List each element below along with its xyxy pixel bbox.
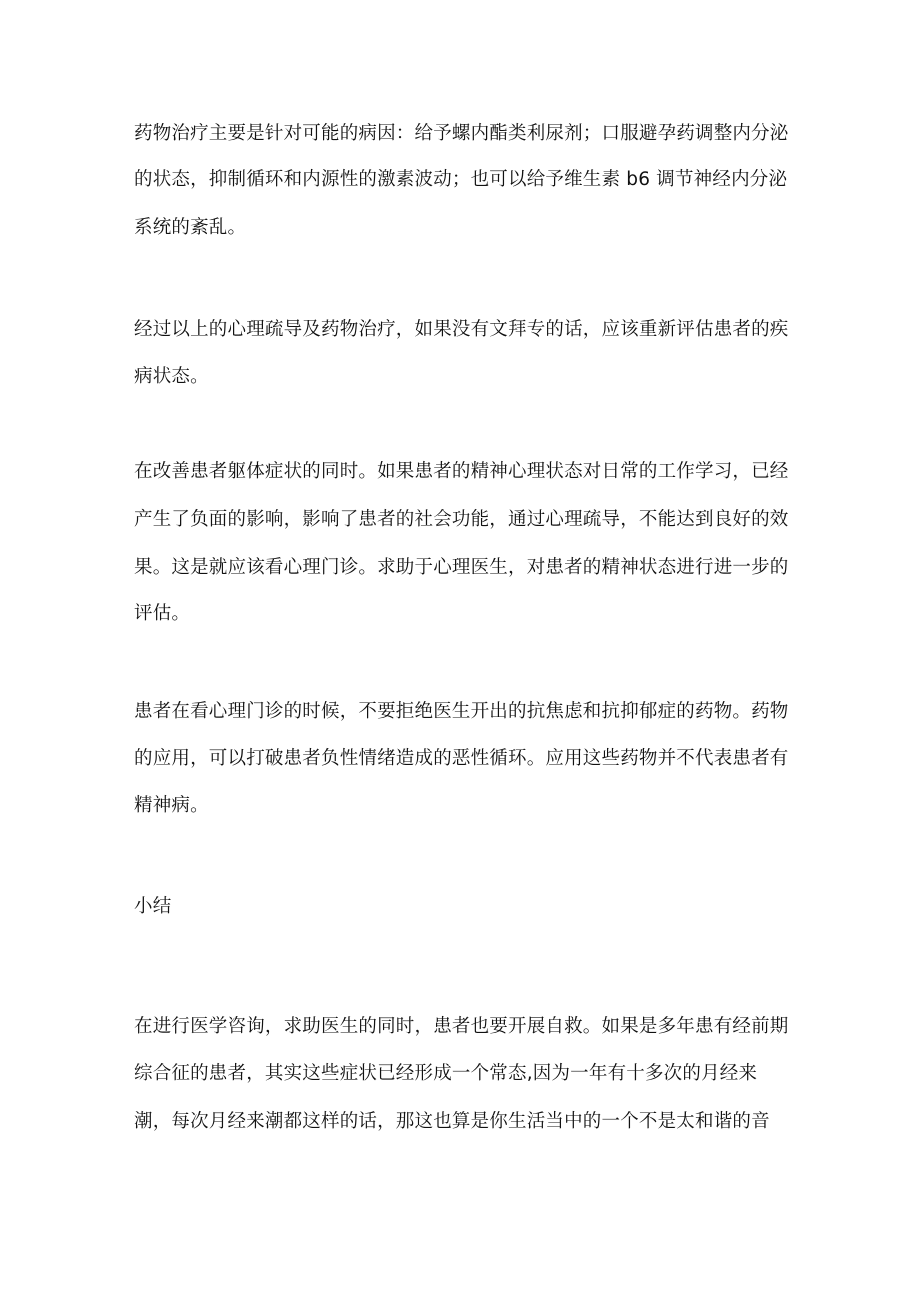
text-line: 综合征的患者，其实这些症状已经形成一个常态,因为一年有十多次的月经来 <box>134 1063 758 1084</box>
text-line: 病状态。 <box>134 366 209 387</box>
text-line: 评估。 <box>134 603 191 624</box>
text-line: 系统的紊乱。 <box>134 217 247 238</box>
text-line: 经过以上的心理疏导及药物治疗，如果没有文拜专的话，应该重新评估患者的疾 <box>134 319 789 340</box>
text-line: 精神病。 <box>134 795 209 816</box>
text-line: 患者在看心理门诊的时候，不要拒绝医生开出的抗焦虑和抗抑郁症的药物。药物 <box>134 701 789 722</box>
text-line: 药物治疗主要是针对可能的病因：给予螺内酯类利尿剂；口服避孕药调整内分泌 <box>134 123 789 144</box>
text-line: 的状态，抑制循环和内源性的激素波动；也可以给予维生素 b6 调节神经内分泌 <box>134 169 788 190</box>
section-heading: 小结 <box>134 896 172 917</box>
text-line: 果。这是就应该看心理门诊。求助于心理医生，对患者的精神状态进行进一步的 <box>134 557 789 578</box>
text-line: 在改善患者躯体症状的同时。如果患者的精神心理状态对日常的工作学习，已经 <box>134 461 789 482</box>
text-line: 的应用，可以打破患者负性情绪造成的恶性循环。应用这些药物并不代表患者有 <box>134 748 789 769</box>
text-line: 潮，每次月经来潮都这样的话，那这也算是你生活当中的一个不是太和谐的音 <box>134 1111 770 1132</box>
text-line: 产生了负面的影响，影响了患者的社会功能，通过心理疏导，不能达到良好的效 <box>134 509 789 530</box>
text-line: 在进行医学咨询，求助医生的同时，患者也要开展自救。如果是多年患有经前期 <box>134 1016 789 1037</box>
